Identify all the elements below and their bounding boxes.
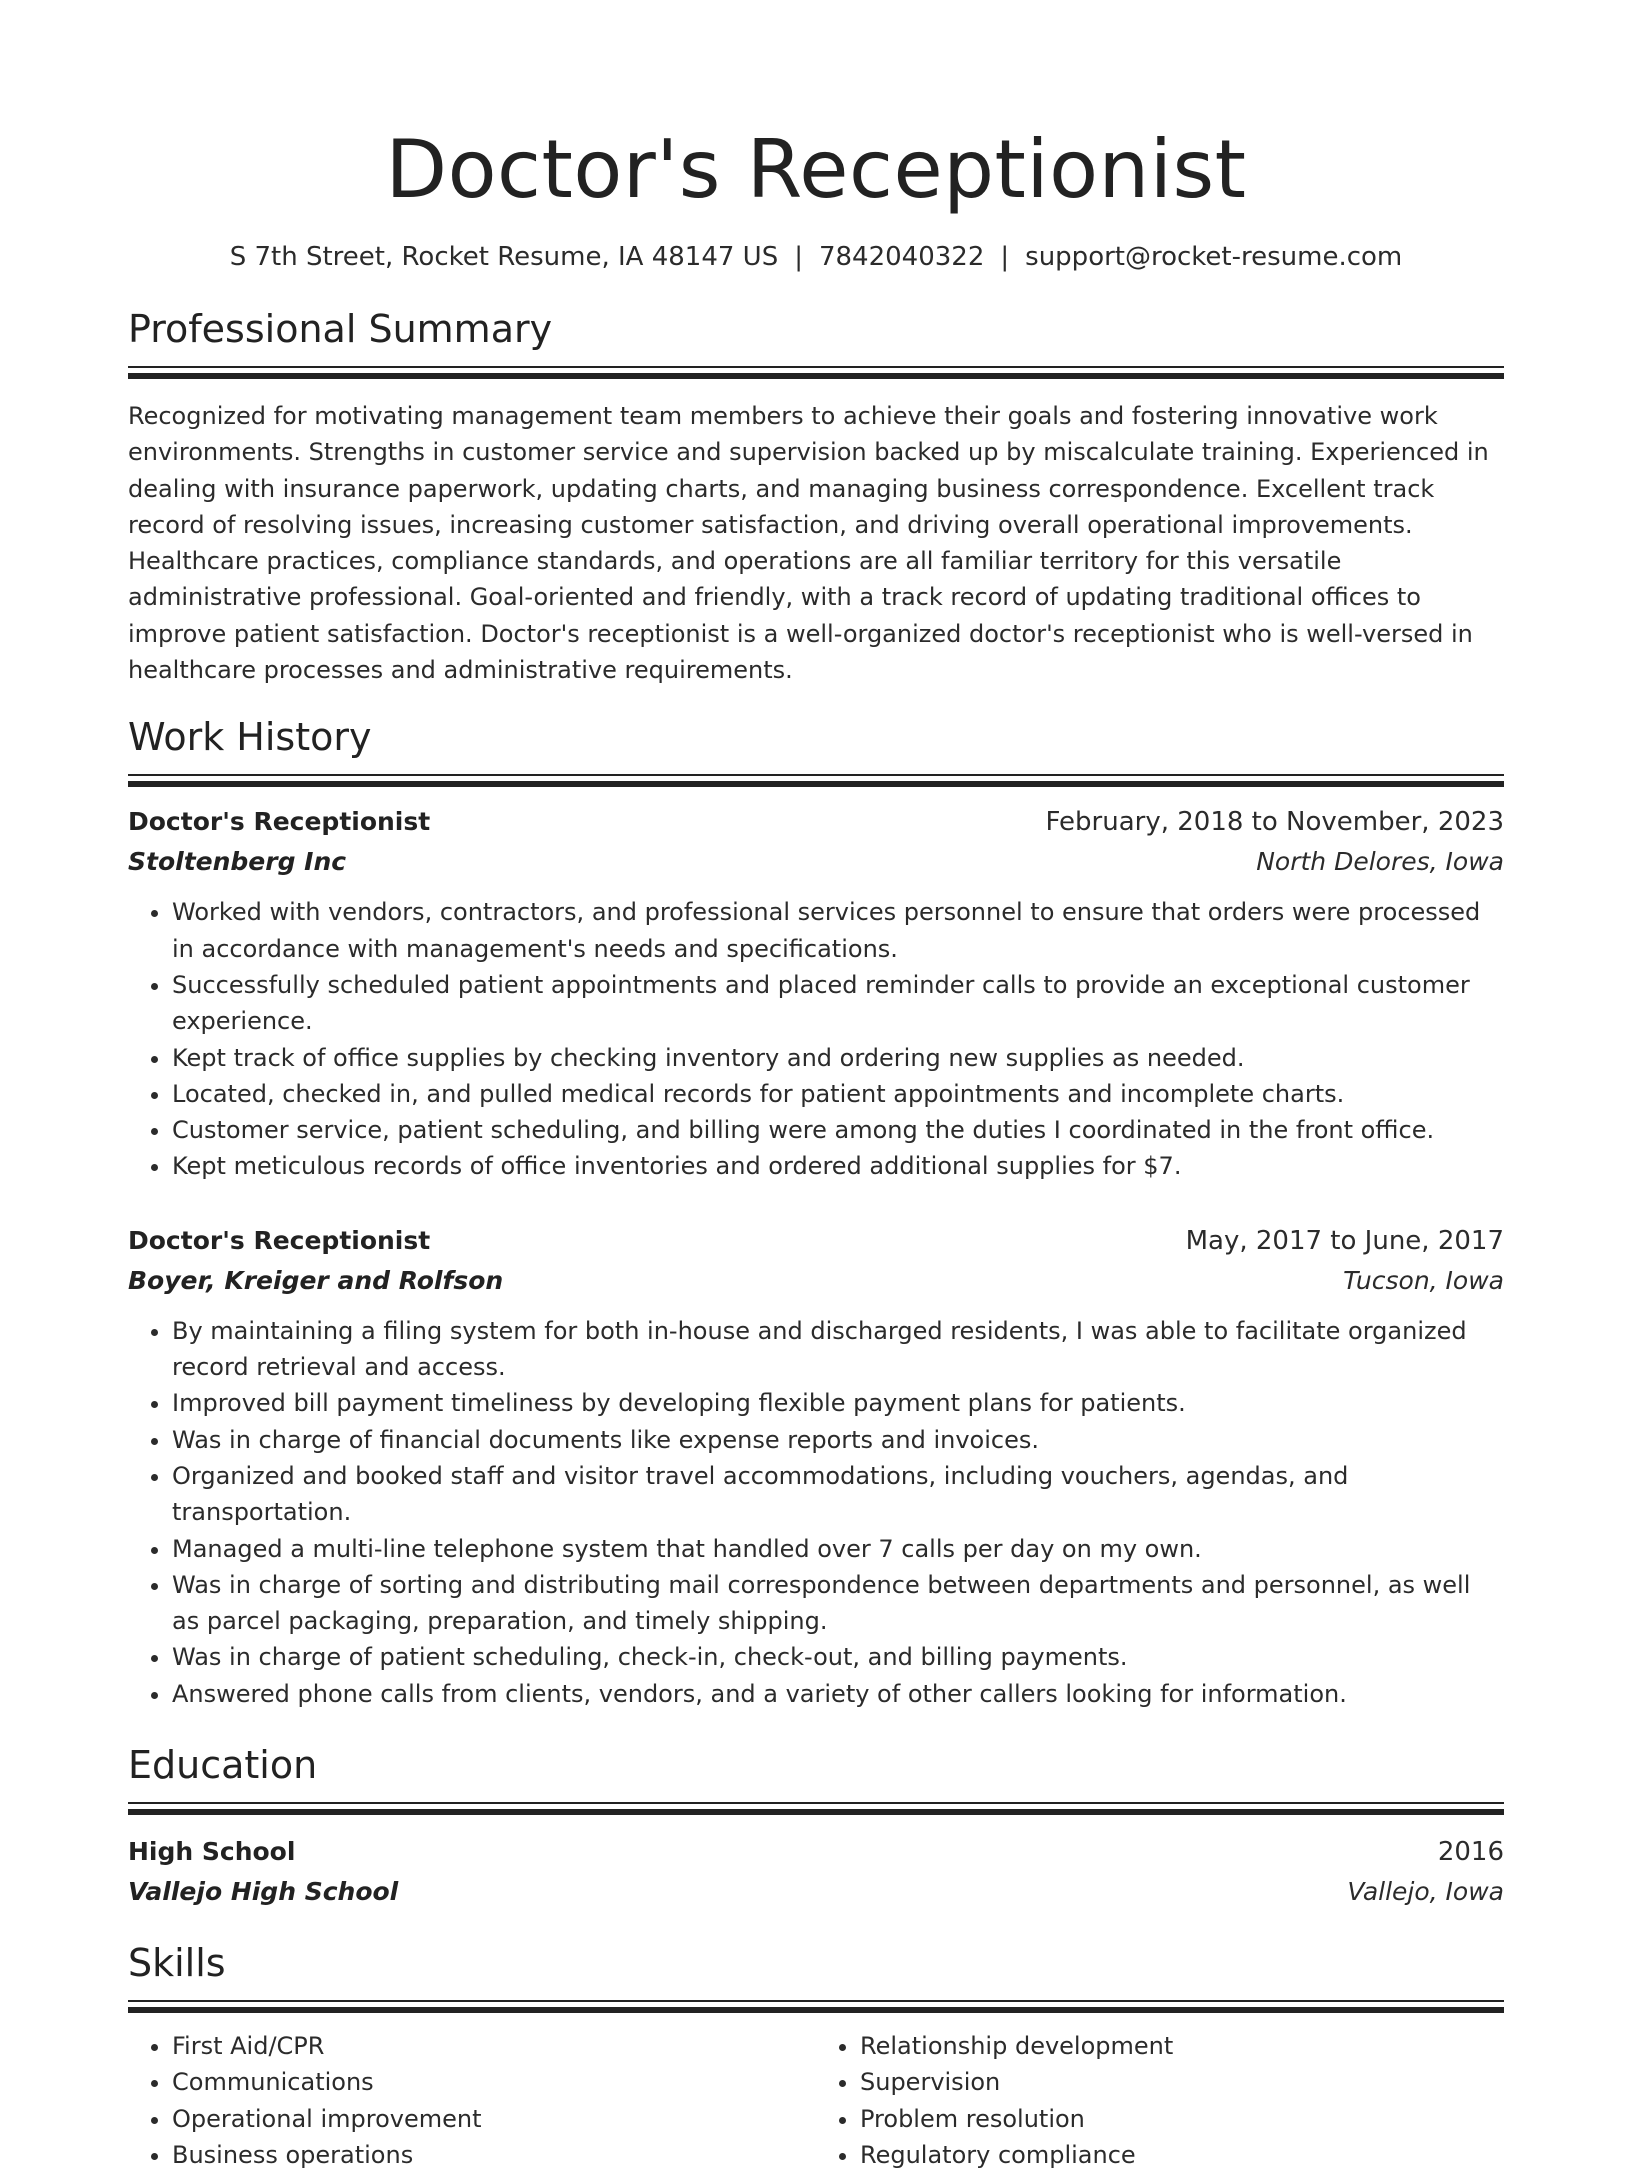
job-bullet: • Improved bill payment timeliness by developing flexible payment plans for patients. [172,1385,1504,1421]
job-bullet: • Worked with vendors, contractors, and professional services personnel to ensure that orders were processed in accordance with management's needs and specifications. [172,894,1504,967]
job-bullet: • Was in charge of sorting and distributing mail correspondence between departments and personnel, as well as parcel packaging, preparation, and timely shipping. [172,1567,1504,1640]
job-location: North Delores, Iowa [1256,847,1504,877]
skill-item: • Operational improvement [172,2101,816,2137]
section-heading-education: Education [128,1743,318,1788]
job-bullet: • By maintaining a filing system for both in-house and discharged residents, I was able to facilitate organized record retrieval and access. [172,1313,1504,1386]
job-bullet: • Was in charge of patient scheduling, check-in, check-out, and billing payments. [172,1639,1504,1675]
skills-column-left [128,2028,816,2173]
job-dates: May, 2017 to June, 2017 [1185,1225,1504,1256]
education-year: 2016 [1437,1837,1504,1868]
contact-email: support@rocket-resume.com [1025,242,1403,272]
job-bullet: • Located, checked in, and pulled medical records for patient appointments and incomplete charts. [172,1076,1504,1112]
skills-list [128,2028,1504,2173]
section-divider [128,366,1504,380]
education-school: Vallejo High School [128,1877,399,1907]
skill-item: • Regulatory compliance [860,2137,1504,2173]
job-bullet: • Was in charge of financial documents like expense reports and invoices. [172,1422,1504,1458]
job-bullet: • Customer service, patient scheduling, and billing were among the duties I coordinated in the front office. [172,1112,1504,1148]
job-bullet: • Managed a multi-line telephone system that handled over 7 calls per day on my own. [172,1531,1504,1567]
job-dates: February, 2018 to November, 2023 [1045,807,1504,838]
contact-address: S 7th Street, Rocket Resume, IA 48147 US [229,242,779,272]
job-employer: Boyer, Kreiger and Rolfson [128,1265,504,1295]
education-degree: High School [128,1837,296,1867]
section-divider [128,1802,1504,1816]
job-bullet: • Successfully scheduled patient appointments and placed reminder calls to provide an exceptional customer experience. [172,967,1504,1040]
contact-separator: | [1000,242,1010,272]
job-bullet-list [128,894,1504,1184]
skill-item: • Problem resolution [860,2101,1504,2137]
section-divider [128,774,1504,788]
job-entry [128,1221,1504,1712]
section-heading-summary: Professional Summary [128,307,553,351]
skills-column-right [816,2028,1504,2173]
job-title: Doctor's Receptionist [128,807,431,837]
job-bullet-list [128,1313,1504,1712]
resume-page [128,0,1504,2173]
section-heading-work-history: Work History [128,715,372,760]
skill-item: • Business operations [172,2137,816,2173]
education-entry [128,1832,1504,1912]
job-bullet: • Answered phone calls from clients, vendors, and a variety of other callers looking for information. [172,1676,1504,1712]
education-location: Vallejo, Iowa [1347,1877,1504,1907]
summary-text: Recognized for motivating management team members to achieve their goals and fostering innovative work environments. Strengths in customer service and supervision backed up by miscalculate training. Experienced in dealing with insurance paperwork, updating charts, and managing business correspondence. Excellent track record of resolving issues, increasing customer satisfaction, and driving overall operational improvements. Healthcare practices, compliance standards, and operations are all familiar territory for this versatile administrative professional. Goal-oriented and friendly, with a track record of updating traditional offices to improve patient satisfaction. Doctor's receptionist is a well-organized doctor's receptionist who is well-versed in healthcare processes and administrative requirements. [128,402,1489,685]
skill-item: • Supervision [860,2064,1504,2100]
job-location: Tucson, Iowa [1343,1265,1504,1295]
job-bullet: • Kept meticulous records of office inventories and ordered additional supplies for $7. [172,1148,1504,1184]
job-bullet: • Organized and booked staff and visitor travel accommodations, including vouchers, agendas, and transportation. [172,1458,1504,1531]
job-entry [128,802,1504,1184]
skill-item: • First Aid/CPR [172,2028,816,2064]
candidate-name: Doctor's Receptionist [385,123,1247,216]
contact-separator: | [794,242,803,272]
job-title: Doctor's Receptionist [128,1225,431,1255]
skill-item: • Communications [172,2064,816,2100]
section-divider [128,2000,1504,2014]
job-bullet: • Kept track of office supplies by checking inventory and ordering new supplies as needed. [172,1040,1504,1076]
contact-line [128,240,1504,274]
skill-item: • Relationship development [860,2028,1504,2064]
job-employer: Stoltenberg Inc [128,847,347,877]
contact-phone: 7842040322 [818,242,985,272]
section-heading-skills: Skills [128,1941,226,1986]
